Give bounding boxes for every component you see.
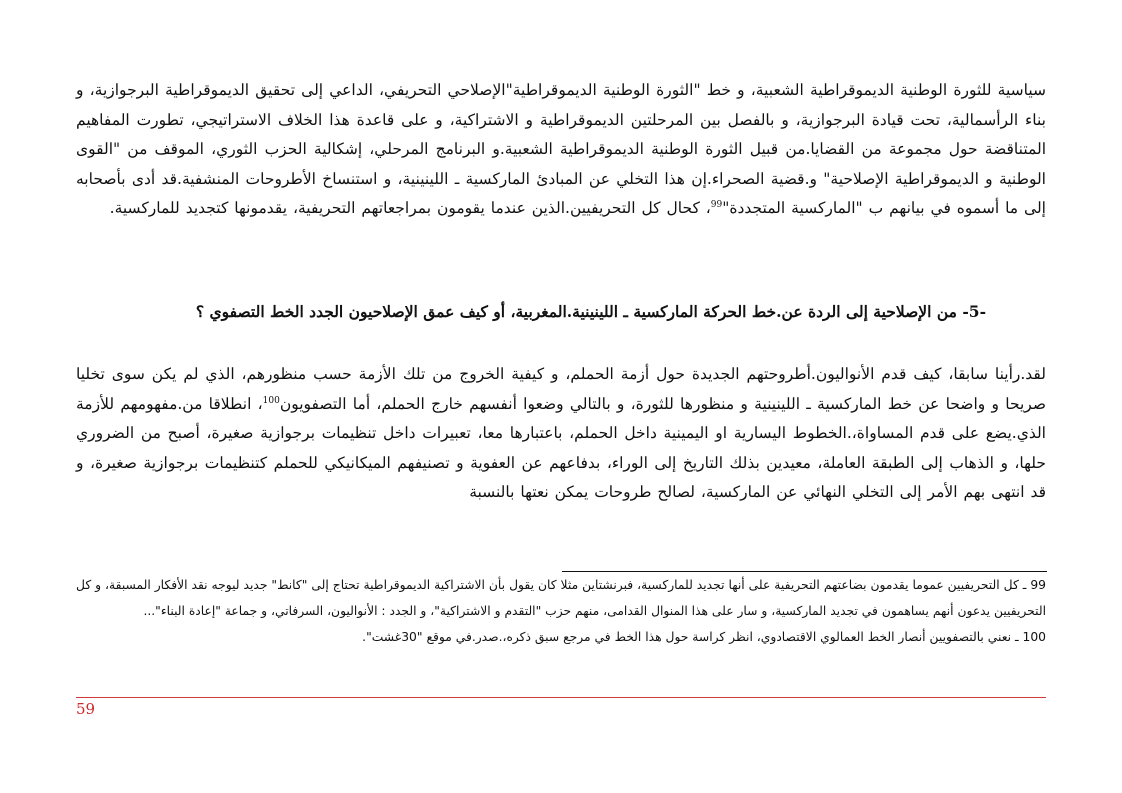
paragraph-1-text: سياسية للثورة الوطنية الديموقراطية الشعبية، و خط "الثورة الوطنية الديموقراطية"الإصلاحي التحريفي، الداعي إلى تحقيق الديموقراطية البرجوازية، و بناء الرأسمالية، تحت قيادة البرجوازية، و بالفصل بين المرحلتين الديموقراطية و الاشتراكية، و على قاعدة هذا الخلاف الاستراتيجي، تطورت المفاهيم المتناقضة حول مجموعة من القضايا.من قبيل الثورة الوطنية الديموقراطية الشعبية.و البرنامج المرحلي، إشكالية الحزب الثوري، الموقف من "القوى الوطنية و الديموقراطية الإصلاحية" و.قضية الصحراء.إن هذا التخلي عن المبادئ الماركسية ـ اللينينية، و استنساخ الأطروحات المنشفية.قد أدى بأصحابه إلى ما أسموه في بيانهم ب "الماركسية المتجددة" xyxy=(76,81,1046,218)
page-footer-rule xyxy=(76,697,1046,698)
page-number: 59 xyxy=(76,700,96,718)
body-paragraph-2 xyxy=(76,360,1046,508)
section-heading: -5- من الإصلاحية إلى الردة عن.خط الحركة الماركسية ـ اللينينية.المغربية، أو كيف عمق الإصلاحيون الجدد الخط التصفوي ؟ xyxy=(195,302,986,321)
footnote-100: 100 ـ نعني بالتصفويين أنصار الخط العمالوي الاقتصادوي، انظر كراسة حول هذا الخط في مرجع سبق ذكره،.صدر.في موقع "30غشت". xyxy=(362,630,1046,644)
footnote-ref-100[interactable]: 100 xyxy=(262,395,280,406)
body-paragraph-1 xyxy=(76,76,1046,224)
paragraph-2-text-end: ، انطلاقا من.مفهومهم للأزمة الذي.يضع على قدم المساواة،.الخطوط اليسارية او اليمينية داخل الحملم، باعتبارها معا، تعبيرات داخل تنظيمات برجوازية صغيرة، أصبح من الضروري حلها، و الذهاب إلى الطبقة العاملة، معيدين بذلك التاريخ إلى الوراء، بدفاعهم عن العفوية و تصنيفهم الميكانيكي للحملم كتنظيمات برجوازية صغيرة، و قد انتهى بهم الأمر إلى التخلي النهائي عن الماركسية، لصالح طروحات يمكن نعتها بالنسبة xyxy=(76,394,1046,502)
footnote-ref-99[interactable]: 99 xyxy=(710,200,723,211)
paragraph-2-text: لقد.رأينا سابقا، كيف قدم الأنواليون.أطروحتهم الجديدة حول أزمة الحملم، و كيفية الخروج من تلك الأزمة حسب منظورهم، الذي لم يكن سوى تخليا صريحا و واضحا عن خط الماركسية ـ اللينينية و منظورها للثورة، و بالتالي وضعوا أنفسهم خارج الحملم، أما التصفويون xyxy=(76,365,1047,413)
footnotes xyxy=(76,572,1046,650)
footnote-99: 99 ـ كل التحريفيين عموما يقدمون بضاعتهم التحريفية على أنها تجديد للماركسية، فبرنشتاين مثلا كان يقول بأن الاشتراكية الديموقراطية تحتاج إلى "كانط" جديد ليوجه نقد الأفكار المسبقة، و كل التحريفيين يدعون أنهم يساهمون في تجديد الماركسية، و سار على هذا المنوال القدامى، منهم حزب "التقدم و الاشتراكية"، و الجدد : الأنواليون، السرفاتي، و جماعة "إعادة البناء"... xyxy=(76,578,1046,618)
paragraph-1-text-end: ، كحال كل التحريفيين.الذين عندما يقومون بمراجعاتهم التحريفية، يقدمونها كتجديد للماركسية. xyxy=(109,199,711,218)
